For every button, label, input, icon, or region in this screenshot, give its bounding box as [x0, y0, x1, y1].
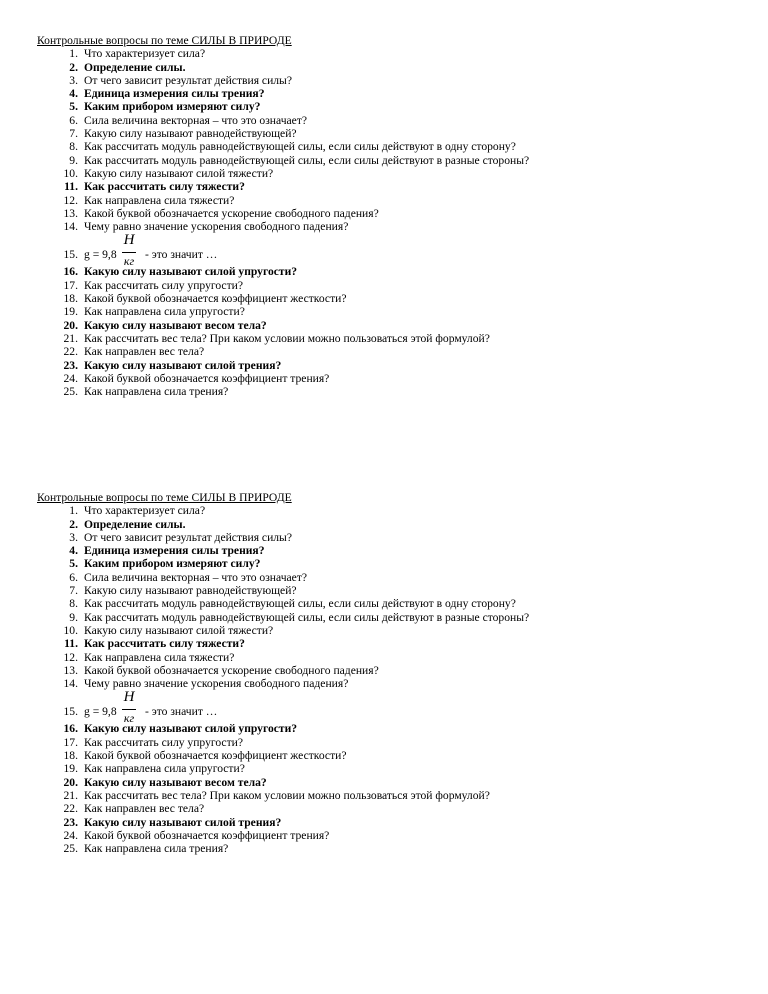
- question-number: 10.: [63, 166, 78, 180]
- fraction-bar: [122, 252, 136, 253]
- formula-lhs: g = 9,8: [84, 705, 117, 719]
- question-item: [0, 87, 768, 100]
- question-text: Какую силу называют силой упругости?: [84, 265, 298, 279]
- question-number: 24.: [63, 371, 78, 385]
- question-number: 21.: [63, 788, 78, 802]
- question-item: [0, 749, 768, 762]
- question-text: Сила величина векторная – что это означает?: [84, 570, 308, 584]
- question-text: Как рассчитать вес тела? При каком условии можно пользоваться этой формулой?: [84, 331, 490, 345]
- question-number: 10.: [63, 623, 78, 637]
- question-text: Чему равно значение ускорения свободного падения?: [84, 220, 349, 234]
- question-item: [0, 305, 768, 318]
- question-item: [0, 47, 768, 60]
- fraction-denominator: кг: [123, 254, 135, 269]
- formula-question: [0, 689, 768, 726]
- question-number: 4.: [69, 544, 78, 558]
- question-item: [0, 332, 768, 345]
- question-item: [0, 776, 768, 789]
- question-text: Какой буквой обозначается ускорение свободного падения?: [84, 663, 379, 677]
- question-number: 9.: [69, 153, 78, 167]
- question-number: 15.: [63, 705, 78, 719]
- question-item: [0, 385, 768, 398]
- formula-rhs: - это значит …: [145, 248, 218, 262]
- question-item: [0, 762, 768, 775]
- question-item: [0, 722, 768, 735]
- question-text: Как рассчитать модуль равнодействующей силы, если силы действуют в разные стороны?: [84, 610, 530, 624]
- question-number: 19.: [63, 762, 78, 776]
- question-number: 11.: [64, 637, 78, 651]
- question-item: [0, 279, 768, 292]
- question-text: Какую силу называют равнодействующей?: [84, 127, 297, 141]
- question-number: 19.: [63, 305, 78, 319]
- question-number: 15.: [63, 248, 78, 262]
- question-text: Как направлена сила тяжести?: [84, 193, 235, 207]
- question-text: Какую силу называют силой трения?: [84, 815, 282, 829]
- question-item: [0, 597, 768, 610]
- question-item: [0, 220, 768, 233]
- question-number: 5.: [69, 557, 78, 571]
- question-text: Единица измерения силы трения?: [84, 544, 265, 558]
- question-item: [0, 789, 768, 802]
- unit-fraction: [121, 690, 137, 725]
- question-number: 20.: [63, 775, 78, 789]
- question-number: 7.: [69, 127, 78, 141]
- question-text: Как направлена сила упругости?: [84, 305, 245, 319]
- question-number: 23.: [63, 358, 78, 372]
- question-text: Каким прибором измеряют силу?: [84, 100, 261, 114]
- question-item: [0, 167, 768, 180]
- question-item: [0, 842, 768, 855]
- question-number: 14.: [63, 677, 78, 691]
- unit-fraction: [121, 233, 137, 268]
- question-item: [0, 140, 768, 153]
- question-text: Какой буквой обозначается коэффициент трения?: [84, 828, 330, 842]
- fraction-denominator: кг: [123, 711, 135, 726]
- question-number: 9.: [69, 610, 78, 624]
- question-text: Как рассчитать модуль равнодействующей силы, если силы действуют в разные стороны?: [84, 153, 530, 167]
- fraction-numerator: Н: [123, 232, 135, 249]
- question-text: Что характеризует сила?: [84, 47, 206, 61]
- question-number: 21.: [63, 331, 78, 345]
- question-item: [0, 345, 768, 358]
- question-number: 16.: [63, 722, 78, 736]
- question-item: [0, 637, 768, 650]
- question-number: 20.: [63, 318, 78, 332]
- question-item: [0, 61, 768, 74]
- question-number: 24.: [63, 828, 78, 842]
- question-item: [0, 611, 768, 624]
- question-number: 25.: [63, 842, 78, 856]
- question-text: Как рассчитать модуль равнодействующей силы, если силы действуют в одну сторону?: [84, 597, 516, 611]
- question-item: [0, 736, 768, 749]
- question-item: [0, 114, 768, 127]
- question-text: Как направлена сила тяжести?: [84, 650, 235, 664]
- question-number: 18.: [63, 292, 78, 306]
- question-item: [0, 571, 768, 584]
- question-number: 13.: [63, 663, 78, 677]
- question-text: От чего зависит результат действия силы?: [84, 530, 292, 544]
- question-text: Какую силу называют силой тяжести?: [84, 166, 274, 180]
- question-item: [0, 557, 768, 570]
- question-number: 8.: [69, 140, 78, 154]
- question-number: 3.: [69, 73, 78, 87]
- question-number: 12.: [63, 193, 78, 207]
- question-text: Определение силы.: [84, 60, 186, 74]
- question-item: [0, 265, 768, 278]
- question-item: [0, 319, 768, 332]
- question-text: Единица измерения силы трения?: [84, 87, 265, 101]
- question-item: [0, 816, 768, 829]
- question-number: 17.: [63, 735, 78, 749]
- question-list: [0, 504, 768, 855]
- question-item: [0, 504, 768, 517]
- question-text: От чего зависит результат действия силы?: [84, 73, 292, 87]
- question-number: 12.: [63, 650, 78, 664]
- question-number: 14.: [63, 220, 78, 234]
- question-number: 1.: [69, 504, 78, 518]
- question-text: Какой буквой обозначается коэффициент трения?: [84, 371, 330, 385]
- question-text: Какую силу называют весом тела?: [84, 318, 267, 332]
- question-item: [0, 194, 768, 207]
- question-item: [0, 677, 768, 690]
- question-text: Как направлена сила трения?: [84, 385, 229, 399]
- question-item: [0, 651, 768, 664]
- question-text: Какую силу называют весом тела?: [84, 775, 267, 789]
- question-item: [0, 518, 768, 531]
- question-text: Какой буквой обозначается коэффициент жесткости?: [84, 292, 347, 306]
- question-item: [0, 531, 768, 544]
- question-item: [0, 100, 768, 113]
- question-number: 6.: [69, 570, 78, 584]
- question-number: 17.: [63, 278, 78, 292]
- question-number: 4.: [69, 87, 78, 101]
- question-text: Как рассчитать силу тяжести?: [84, 180, 245, 194]
- formula-question: [0, 232, 768, 269]
- question-text: Как направлен вес тела?: [84, 802, 205, 816]
- question-number: 11.: [64, 180, 78, 194]
- question-number: 25.: [63, 385, 78, 399]
- question-number: 2.: [69, 517, 78, 531]
- question-text: Какую силу называют силой упругости?: [84, 722, 298, 736]
- question-item: [0, 207, 768, 220]
- question-text: Как рассчитать силу упругости?: [84, 278, 243, 292]
- question-item: [0, 372, 768, 385]
- question-list: [0, 47, 768, 398]
- question-number: 6.: [69, 113, 78, 127]
- question-number: 8.: [69, 597, 78, 611]
- question-text: Какую силу называют равнодействующей?: [84, 584, 297, 598]
- question-number: 7.: [69, 584, 78, 598]
- question-text: Чему равно значение ускорения свободного падения?: [84, 677, 349, 691]
- question-number: 18.: [63, 749, 78, 763]
- question-text: Какой буквой обозначается ускорение свободного падения?: [84, 206, 379, 220]
- question-item: [0, 802, 768, 815]
- question-text: Какой буквой обозначается коэффициент жесткости?: [84, 749, 347, 763]
- question-text: Какую силу называют силой тяжести?: [84, 623, 274, 637]
- question-text: Как направлен вес тела?: [84, 345, 205, 359]
- question-item: [0, 359, 768, 372]
- question-text: Как направлена сила трения?: [84, 842, 229, 856]
- question-text: Как направлена сила упругости?: [84, 762, 245, 776]
- question-number: 23.: [63, 815, 78, 829]
- question-number: 13.: [63, 206, 78, 220]
- fraction-numerator: Н: [123, 689, 135, 706]
- question-text: Как рассчитать вес тела? При каком условии можно пользоваться этой формулой?: [84, 788, 490, 802]
- question-text: Каким прибором измеряют силу?: [84, 557, 261, 571]
- question-number: 16.: [63, 265, 78, 279]
- sheet-heading: Контрольные вопросы по теме СИЛЫ В ПРИРОДЕ: [37, 34, 292, 47]
- question-number: 3.: [69, 530, 78, 544]
- question-text: Определение силы.: [84, 517, 186, 531]
- formula-rhs: - это значит …: [145, 705, 218, 719]
- formula-lhs: g = 9,8: [84, 248, 117, 262]
- question-item: [0, 584, 768, 597]
- question-number: 2.: [69, 60, 78, 74]
- sheet-heading: Контрольные вопросы по теме СИЛЫ В ПРИРОДЕ: [37, 491, 292, 504]
- question-item: [0, 292, 768, 305]
- question-number: 22.: [63, 802, 78, 816]
- question-number: 1.: [69, 47, 78, 61]
- fraction-bar: [122, 709, 136, 710]
- question-item: [0, 544, 768, 557]
- question-item: [0, 74, 768, 87]
- question-item: [0, 624, 768, 637]
- question-text: Что характеризует сила?: [84, 504, 206, 518]
- question-item: [0, 829, 768, 842]
- question-number: 5.: [69, 100, 78, 114]
- question-text: Как рассчитать модуль равнодействующей силы, если силы действуют в одну сторону?: [84, 140, 516, 154]
- question-item: [0, 127, 768, 140]
- question-text: Какую силу называют силой трения?: [84, 358, 282, 372]
- question-text: Как рассчитать силу тяжести?: [84, 637, 245, 651]
- question-item: [0, 180, 768, 193]
- question-text: Сила величина векторная – что это означает?: [84, 113, 308, 127]
- question-text: Как рассчитать силу упругости?: [84, 735, 243, 749]
- question-item: [0, 154, 768, 167]
- question-number: 22.: [63, 345, 78, 359]
- question-item: [0, 664, 768, 677]
